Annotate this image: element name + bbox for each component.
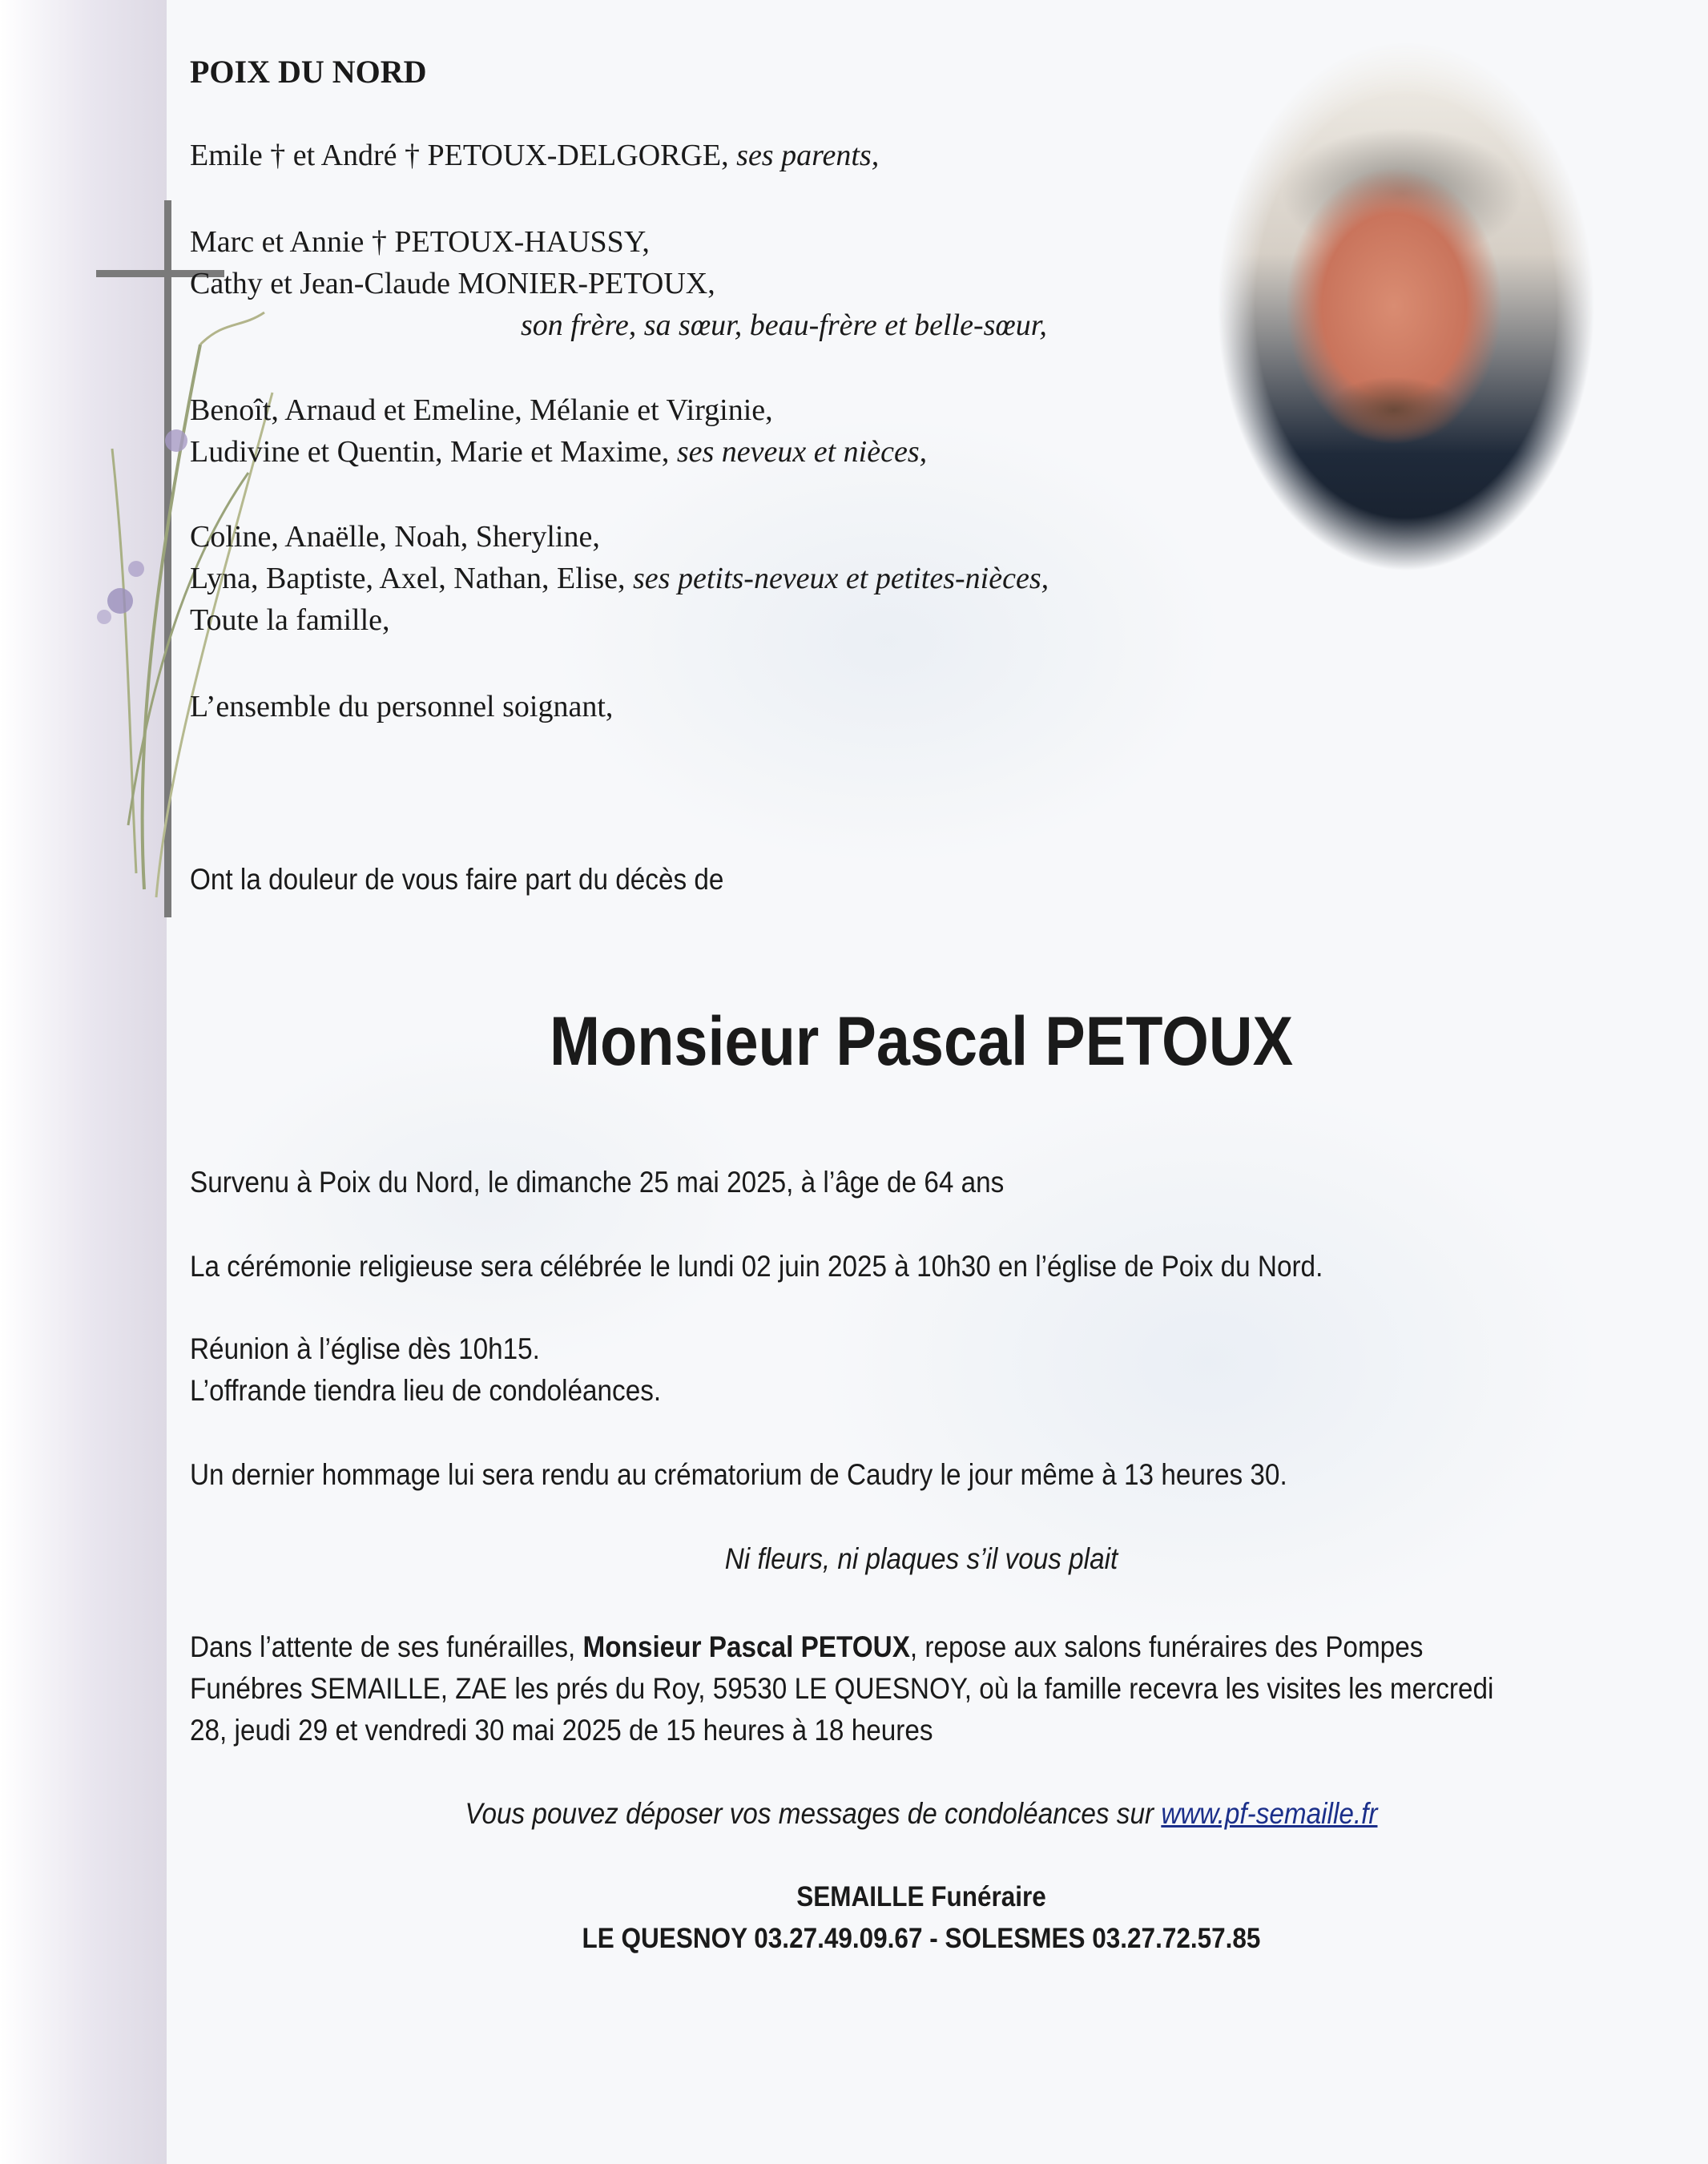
resting-line-3: 28, jeudi 29 et vendredi 30 mai 2025 de 15 heures à 18 heures bbox=[190, 1714, 933, 1747]
resting-line-1 bbox=[190, 1626, 1423, 1668]
resting-place: , repose aux salons funéraires des Pompes bbox=[909, 1630, 1424, 1663]
company-name: SEMAILLE Funéraire bbox=[796, 1881, 1046, 1912]
resting-name: Monsieur Pascal PETOUX bbox=[582, 1630, 910, 1663]
deceased-photo bbox=[1218, 42, 1594, 570]
family-grandnephews-names: Lyna, Baptiste, Axel, Nathan, Elise, bbox=[190, 562, 634, 595]
company-phones: LE QUESNOY 03.27.49.09.67 - SOLESMES 03.27.72.57.85 bbox=[582, 1923, 1261, 1954]
family-line-staff: L’ensemble du personnel soignant, bbox=[190, 690, 614, 723]
family-nephews-names: Ludivine et Quentin, Marie et Maxime, bbox=[190, 435, 677, 469]
ceremony-info: La cérémonie religieuse sera célébrée le lundi 02 juin 2025 à 10h30 en l’église de Poix du Nord. bbox=[190, 1250, 1323, 1283]
family-nephews-relation: ses neveux et nièces, bbox=[676, 435, 928, 469]
family-grandnephews-relation: ses petits-neveux et petites-nièces, bbox=[633, 562, 1049, 595]
family-line-nephews-2 bbox=[190, 431, 927, 473]
family-line-brother: Marc et Annie † PETOUX-HAUSSY, bbox=[190, 225, 650, 259]
family-line-all: Toute la famille, bbox=[190, 603, 390, 637]
deceased-name: Monsieur Pascal PETOUX bbox=[549, 1003, 1294, 1080]
family-line-parents bbox=[190, 135, 879, 176]
condolences-text: Vous pouvez déposer vos messages de condoléances sur bbox=[465, 1797, 1162, 1830]
family-line-nephews-1: Benoît, Arnaud et Emeline, Mélanie et Virginie, bbox=[190, 393, 773, 427]
tribute-info: Un dernier hommage lui sera rendu au crématorium de Caudry le jour même à 13 heures 30. bbox=[190, 1458, 1287, 1491]
condolences-line bbox=[465, 1793, 1378, 1835]
announce-text: Ont la douleur de vous faire part du décès de bbox=[190, 863, 724, 896]
resting-intro: Dans l’attente de ses funérailles, bbox=[190, 1630, 583, 1663]
family-parents-names: Emile † et André † PETOUX-DELGORGE, bbox=[190, 139, 737, 172]
resting-line-2: Funébres SEMAILLE, ZAE les prés du Roy, 59530 LE QUESNOY, où la famille recevra les visites les mercredi bbox=[190, 1672, 1494, 1705]
family-line-grandnephews-1: Coline, Anaëlle, Noah, Sheryline, bbox=[190, 520, 600, 554]
website-link[interactable]: www.pf-semaille.fr bbox=[1161, 1797, 1378, 1830]
family-parents-relation: ses parents, bbox=[736, 139, 880, 172]
death-info: Survenu à Poix du Nord, le dimanche 25 mai 2025, à l’âge de 64 ans bbox=[190, 1166, 1005, 1199]
family-siblings-relation: son frère, sa sœur, beau-frère et belle-sœur, bbox=[521, 308, 1047, 342]
family-line-grandnephews-2 bbox=[190, 558, 1049, 599]
offering-info: L’offrande tiendra lieu de condoléances. bbox=[190, 1374, 662, 1407]
family-line-sister: Cathy et Jean-Claude MONIER-PETOUX, bbox=[190, 267, 715, 300]
meeting-info: Réunion à l’église dès 10h15. bbox=[190, 1332, 540, 1365]
no-flowers-note: Ni fleurs, ni plaques s’il vous plait bbox=[724, 1542, 1118, 1575]
town-header: POIX DU NORD bbox=[190, 54, 427, 90]
